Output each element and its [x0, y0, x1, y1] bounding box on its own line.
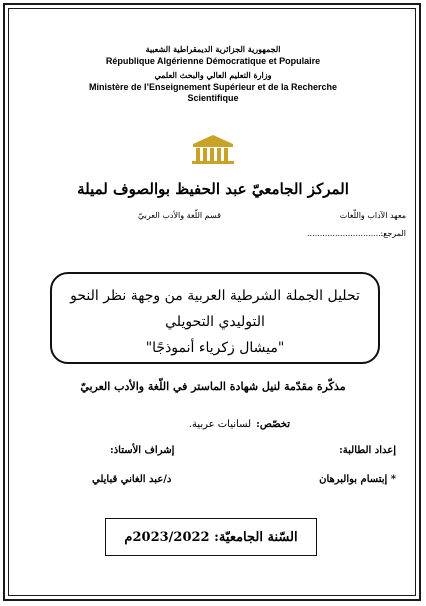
specialty-value: لسانيات عربية.	[188, 419, 252, 430]
specialty-label: تخصّص:	[256, 419, 290, 430]
student-label: إعداد الطالبة:	[339, 445, 396, 456]
thesis-title-box	[50, 272, 380, 364]
thesis-title-line3: "ميشال زكرياء أنموذجًا"	[145, 340, 285, 356]
department-name: قسم اللّغة والأدب العربيّ	[138, 211, 221, 220]
republic-french: République Algérienne Démocratique et Populaire	[105, 56, 321, 66]
specialty-line	[160, 412, 290, 431]
thesis-title-line2: التوليدي التحويلي	[165, 314, 265, 330]
student-name: * إبتسام بوالبرهان	[319, 474, 396, 485]
university-building-icon	[189, 133, 237, 167]
academic-year-box	[105, 518, 317, 556]
supervisor-name: د/عبد الغاني قبايلي	[92, 474, 172, 485]
supervisor-label: إشراف الأستاذ:	[110, 445, 175, 456]
reference-label: المرجع:	[380, 229, 406, 238]
ministry-arabic: وزارة التعليم العالي والبحث العلمي	[154, 70, 272, 80]
university-name: المركز الجامعيّ عبد الحفيظ بوالصوف لميلة	[77, 180, 349, 198]
reference-dots: ...............................	[307, 229, 386, 238]
academic-year: السّنة الجامعيّة: 2023/2022م	[124, 530, 298, 545]
republic-arabic: الجمهورية الجزائرية الديمقراطية الشعبية	[145, 44, 281, 54]
institute-name: معهد الآداب واللّغات	[339, 211, 406, 220]
memo-statement: مذكّرة مقدّمة لنيل شهادة الماستر في اللّغة والأدب العربيّ	[80, 380, 346, 393]
ministry-french-line1: Ministère de l’Enseignement Supérieur et de la Recherche	[88, 82, 338, 92]
ministry-french-line2: Scientifique	[187, 93, 239, 103]
thesis-title-line1: تحليل الجملة الشرطية العربية من وجهة نظر النحو	[70, 288, 360, 304]
